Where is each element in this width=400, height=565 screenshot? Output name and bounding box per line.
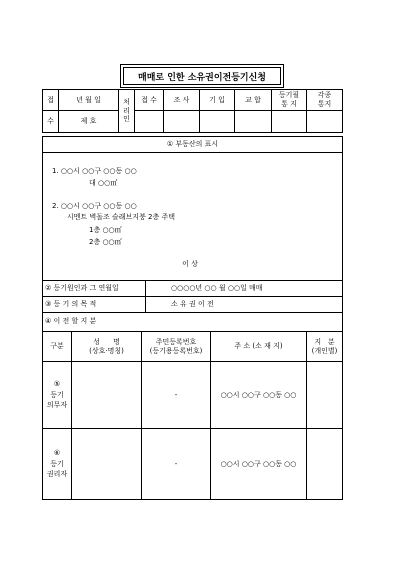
property2-structure: 시멘트 벽돌조 슬래브지붕 2층 주택 (67, 213, 176, 221)
row-obligor-name (72, 362, 141, 428)
receipt-date-label: 년 월 일 (76, 95, 101, 104)
row-rightholder-id-number: - (174, 459, 178, 468)
receipt-col-gakjong: 각종 통지 (317, 91, 332, 108)
property1-address: 1. ○○시 ○○구 ○○동 ○○ (52, 167, 137, 175)
section4-label: ④ 이 전 할 지 분 (45, 317, 97, 325)
row-obligor-address: ○○시 ○○구 ○○동 ○○ (220, 390, 297, 399)
receipt-col-gyohap: 교 합 (245, 95, 261, 104)
col-header-share: 지 분 (개인별) (311, 337, 338, 355)
receipt-number-label: 제 호 (80, 117, 97, 126)
section3-value: 소 유 권 이 전 (171, 300, 214, 308)
section2-value: ○○○○년 ○○ 월 ○○일 매매 (171, 284, 263, 292)
property2-address: 2. ○○시 ○○구 ○○동 ○○ (52, 202, 137, 210)
receipt-cheoli-label: 처 리 인 (123, 97, 130, 124)
row-rightholder-name (72, 429, 141, 499)
property2-floor1: 1층 ○○㎡ (89, 226, 122, 234)
row-rightholder-share (307, 429, 342, 499)
col-header-category: 구분 (50, 342, 64, 351)
col-header-address: 주 소 (소 재 지) (234, 342, 283, 351)
row-obligor-id-number: - (174, 390, 178, 399)
section3-label: ③ 등 기 의 목 적 (45, 300, 97, 308)
end-marker: 이 상 (182, 260, 198, 268)
receipt-su: 수 (47, 117, 54, 126)
row-obligor-share (307, 362, 342, 428)
form-title: 매매로 인한 소유권이전등기신청 (120, 64, 284, 88)
property1-land: 대 ○○㎡ (89, 179, 118, 187)
receipt-col-deunggipil: 등기필 통 지 (278, 91, 300, 108)
receipt-jeop: 접 (47, 95, 54, 104)
receipt-col-josa: 조 사 (173, 95, 190, 104)
row-rightholder-category: ⑥ 등기 권리자 (46, 449, 68, 479)
section2-label: ② 등기원인과 그 연월일 (45, 284, 119, 292)
row-obligor-category: ⑤ 등기 의무자 (46, 380, 68, 410)
col-header-id-number: 주민등록번호 (등기용등록번호) (149, 337, 203, 355)
row-rightholder-address: ○○시 ○○구 ○○동 ○○ (220, 459, 297, 468)
col-header-name: 성 명 (상호·명칭) (89, 337, 124, 355)
receipt-col-giip: 기 입 (209, 95, 225, 104)
property2-floor2: 2층 ○○㎡ (89, 238, 122, 246)
receipt-col-jeopsu: 접 수 (141, 95, 157, 104)
section1-header: ① 부동산의 표시 (166, 140, 219, 149)
